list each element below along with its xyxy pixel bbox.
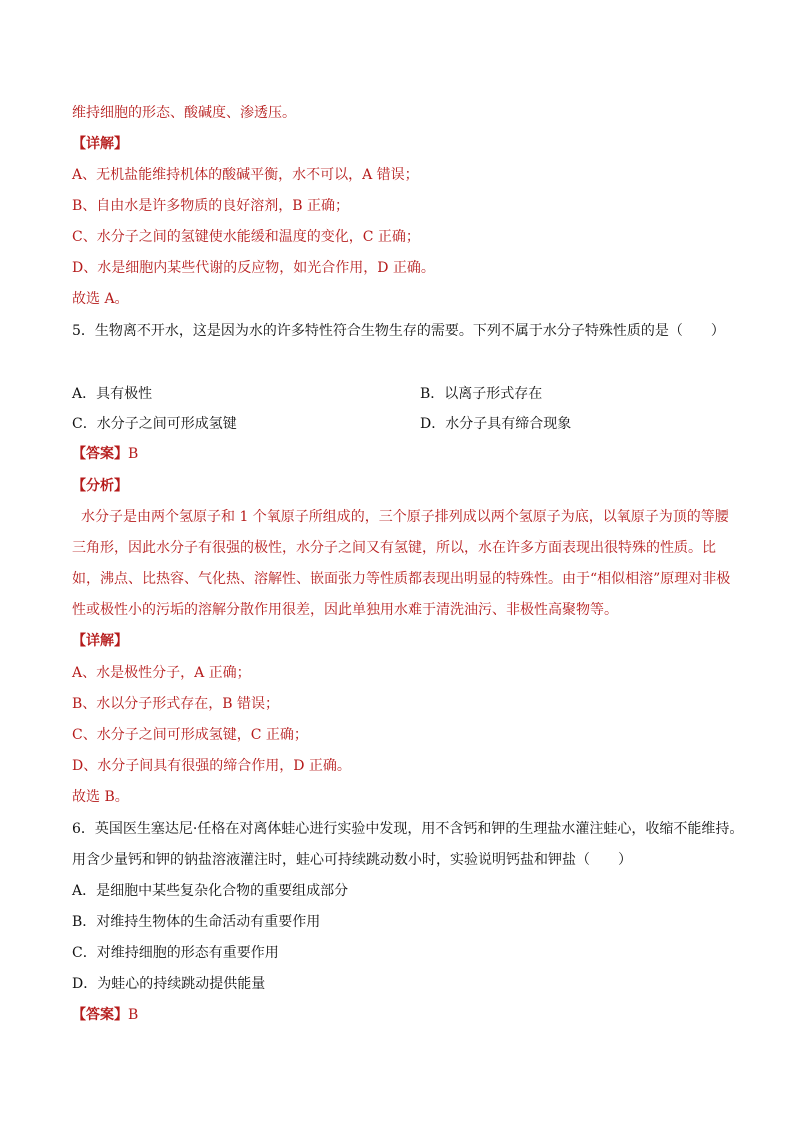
q5-analysis-line-1: 水分子是由两个氢原子和 1 个氧原子所组成的，三个原子排列成以两个氢原子为底，以氧原子为顶的等腰 <box>81 509 729 525</box>
q5-options-row-1 <box>72 384 732 404</box>
q4-detail-a: A、无机盐能维持机体的酸碱平衡，水不可以，A 错误； <box>72 167 419 183</box>
q6-stem-line-2: 用含少量钙和钾的钠盐溶液灌注时，蛙心可持续跳动数小时，实验说明钙盐和钾盐（ ） <box>72 852 632 868</box>
q4-analysis-tail: 维持细胞的形态、酸碱度、渗透压。 <box>72 105 296 121</box>
q5-analysis-line-3: 如，沸点、比热容、气化热、溶解性、嵌面张力等性质都表现出明显的特殊性。由于“相似相溶”原理对非极 <box>72 571 731 587</box>
q6-option-a: A．是细胞中某些复杂化合物的重要组成部分 <box>72 883 349 899</box>
q6-option-c: C．对维持细胞的形态有重要作用 <box>72 945 279 961</box>
q5-detail-tag: 【详解】 <box>72 633 128 649</box>
q4-detail-b: B、自由水是许多物质的良好溶剂，B 正确； <box>72 198 350 214</box>
q5-analysis-tag: 【分析】 <box>72 478 128 494</box>
q6-answer <box>72 1005 732 1025</box>
q5-option-d: D．水分子具有缔合现象 <box>420 416 572 432</box>
q6-answer-value: B <box>128 1007 139 1023</box>
q5-detail-c: C、水分子之间可形成氢键，C 正确； <box>72 727 308 743</box>
q5-stem: 5．生物离不开水，这是因为水的许多特性符合生物生存的需要。下列不属于水分子特殊性质的是（ ） <box>72 323 725 339</box>
q6-option-b: B．对维持生物体的生命活动有重要作用 <box>72 914 321 930</box>
q5-analysis-line-4: 性或极性小的污垢的溶解分散作用很差，因此单独用水难于清洗油污、非极性高聚物等。 <box>72 602 618 618</box>
q5-answer-tag: 【答案】 <box>72 446 128 462</box>
q5-option-c: C．水分子之间可形成氢键 <box>72 416 237 432</box>
q5-options-row-2 <box>72 414 732 434</box>
q5-analysis-line-2: 三角形，因此水分子有很强的极性，水分子之间又有氢键，所以，水在许多方面表现出很特殊的性质。比 <box>72 540 716 556</box>
q5-answer <box>72 444 732 464</box>
q5-detail-a: A、水是极性分子，A 正确； <box>72 665 251 681</box>
q6-stem-line-1: 6．英国医生塞达尼·任格在对离体蛙心进行实验中发现，用不含钙和钾的生理盐水灌注蛙心，收缩不能维持。 <box>72 821 744 837</box>
q5-answer-value: B <box>128 446 139 462</box>
q4-conclusion: 故选 A。 <box>72 291 129 307</box>
q4-detail-d: D、水是细胞内某些代谢的反应物，如光合作用，D 正确。 <box>72 260 435 276</box>
q5-conclusion: 故选 B。 <box>72 789 129 805</box>
q6-option-d: D．为蛙心的持续跳动提供能量 <box>72 976 266 992</box>
q4-detail-c: C、水分子之间的氢键使水能缓和温度的变化，C 正确； <box>72 229 420 245</box>
q5-option-b: B．以离子形式存在 <box>420 386 543 402</box>
q5-detail-b: B、水以分子形式存在，B 错误； <box>72 696 280 712</box>
q5-detail-d: D、水分子间具有很强的缔合作用，D 正确。 <box>72 758 351 774</box>
q4-detail-tag: 【详解】 <box>72 136 128 152</box>
q6-answer-tag: 【答案】 <box>72 1007 128 1023</box>
q5-option-a: A．具有极性 <box>72 386 153 402</box>
